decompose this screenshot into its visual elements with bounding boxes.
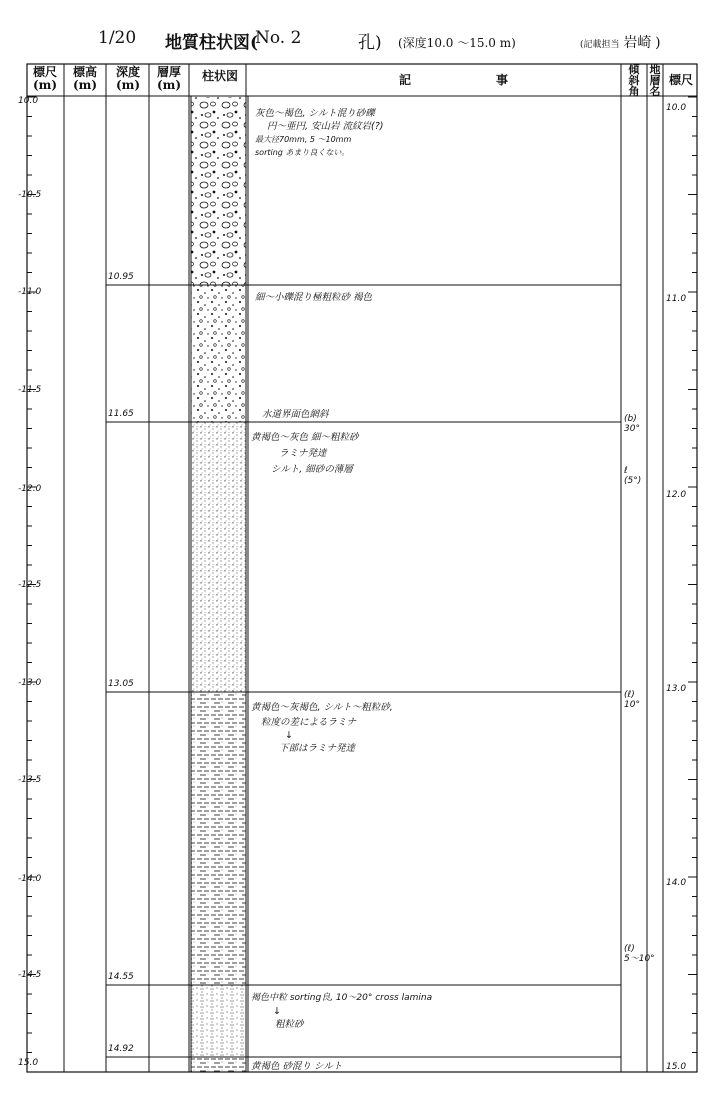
description-layer-4 — [251, 701, 393, 755]
recorder-bracket: ) — [655, 35, 661, 51]
description-line: 粗粒砂 — [275, 1019, 304, 1030]
layer-depth: 14.55 — [108, 972, 134, 982]
dip-line: (ℓ) — [624, 690, 635, 700]
dip-line: ℓ — [624, 466, 628, 476]
recorder-name: 岩崎 — [623, 35, 652, 51]
description-line: 黄褐色～灰褐色, シルト～粗粒砂, — [251, 702, 393, 713]
description-layer-6 — [251, 1060, 342, 1073]
col-scale-right: 標尺 — [668, 73, 693, 87]
scale-left-label: -10.5 — [18, 190, 42, 200]
scale-left-label: -11.0 — [18, 287, 42, 297]
description-layer-5 — [251, 992, 432, 1031]
layer-depth: 10.95 — [108, 272, 134, 282]
scale-ratio-text: 1/20 — [98, 28, 137, 48]
sheet-title-text: 地質柱状図 — [165, 33, 250, 53]
scale-right-label: 12.0 — [666, 490, 687, 500]
dip-line: (5°) — [624, 476, 642, 486]
dip-line: 30° — [624, 424, 640, 434]
description-line: ↓ — [273, 1006, 281, 1017]
description-boundary — [262, 408, 329, 421]
scale-left-label: -14.0 — [18, 874, 42, 884]
col-depth: 深度 (m) — [115, 65, 141, 92]
scale-right-label: 11.0 — [666, 294, 687, 304]
dip-line: (b) — [624, 414, 637, 424]
col-desc-b: 事 — [495, 73, 508, 87]
description-layer-1 — [255, 107, 384, 159]
description-line: 最大径70mm, 5 ～10mm — [255, 135, 352, 144]
scale-left-label: -12.5 — [18, 580, 42, 590]
description-line: 黄褐色 砂混り シルト — [251, 1061, 343, 1072]
scale-left-label: -13.0 — [18, 678, 42, 688]
scale-left-label: 10.0 — [18, 96, 39, 106]
description-line: 粒度の差によるラミナ — [261, 717, 357, 728]
description-line: ラミナ発達 — [279, 448, 327, 459]
hole-label-text: 孔) — [358, 33, 382, 53]
col-dip: 傾 斜 角 — [628, 63, 640, 98]
description-line: 黄褐色～灰色 細～粗粒砂 — [251, 432, 359, 443]
col-desc-a: 記 — [398, 73, 411, 87]
dip-angle — [624, 414, 640, 434]
description-layer-2 — [255, 291, 372, 304]
dip-angle — [624, 690, 640, 710]
col-column: 柱状図 — [201, 69, 238, 83]
layer-depth: 14.92 — [108, 1044, 134, 1054]
col-formation: 地 層 名 — [649, 63, 661, 98]
scale-right-label: 15.0 — [666, 1062, 687, 1072]
description-line: 灰色～褐色, シルト混り砂礫 — [255, 108, 375, 119]
layer-depth: 11.65 — [108, 409, 134, 419]
description-line: 水道界面色網斜 — [262, 409, 329, 420]
scale-right-label: 13.0 — [666, 684, 687, 694]
scale-left-label: -11.5 — [18, 385, 42, 395]
recorder-label: (記載担当 — [580, 40, 620, 50]
dip-line: (ℓ) — [624, 944, 635, 954]
scale-left-label: -14.5 — [18, 970, 42, 980]
scale-right-label: 10.0 — [666, 103, 687, 113]
title-bracket-open: ( — [250, 33, 259, 53]
description-line: ↓ — [285, 730, 293, 741]
description-line: sorting あまり良くない。 — [255, 148, 350, 157]
col-thickness: 層厚 (m) — [156, 65, 182, 92]
description-line: 円～亜円, 安山岩 流紋岩(?) — [267, 121, 384, 132]
description-line: 下部はラミナ発達 — [279, 743, 356, 754]
col-elevation: 標高 (m) — [72, 65, 98, 92]
scale-left-label: 15.0 — [18, 1058, 39, 1068]
scale-left-label: -12.0 — [18, 484, 42, 494]
description-line: シルト, 細砂の薄層 — [271, 464, 353, 475]
scale-right-label: 14.0 — [666, 878, 687, 888]
scale-left-label: -13.5 — [18, 775, 42, 785]
depth-range-text: (深度10.0 ～15.0 m) — [398, 36, 516, 50]
dip-line: 5～10° — [624, 954, 655, 964]
layer-depth: 13.05 — [108, 679, 134, 689]
description-layer-3 — [251, 431, 359, 476]
description-line: 褐色中粒 sorting良, 10～20° cross lamina — [251, 993, 433, 1003]
dip-angle — [624, 466, 641, 486]
description-line: 細～小礫混り極粗粒砂 褐色 — [255, 292, 373, 303]
col-scale: 標尺 (m) — [32, 65, 58, 92]
dip-angle — [624, 944, 655, 964]
boring-number-text: No. 2 — [255, 28, 302, 48]
dip-line: 10° — [624, 700, 640, 710]
